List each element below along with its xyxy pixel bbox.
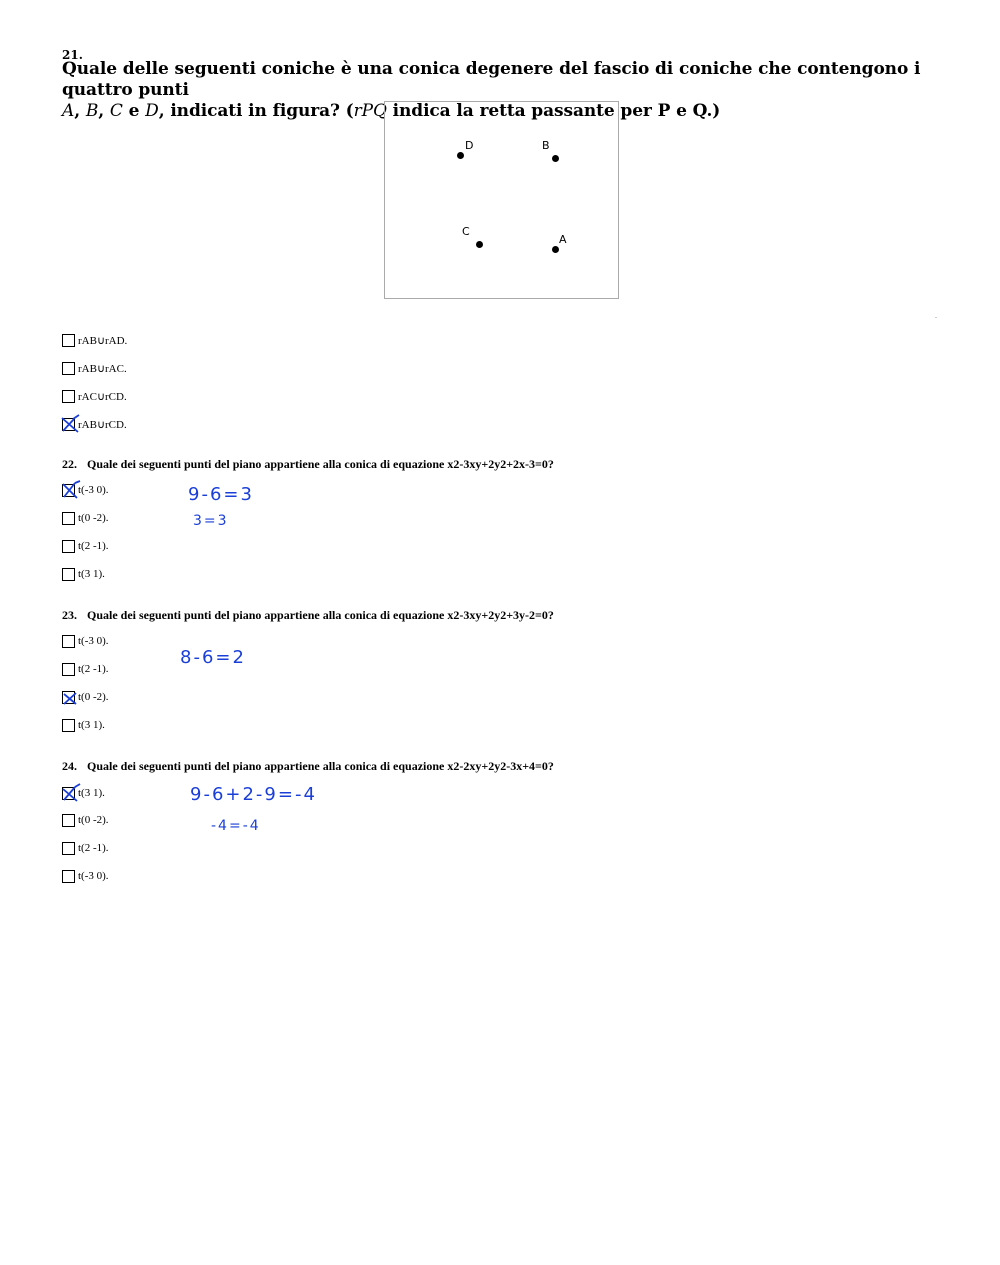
option-label: t(0 -2).: [78, 814, 109, 826]
q23-option-3[interactable]: [62, 690, 109, 704]
cross-mark-icon: [60, 687, 82, 707]
question-21-text: Quale delle seguenti coniche è una conica degenere del fascio di coniche che contengono i quattro punti A, B, C e D, indicati in figura? (rPQ indica la retta passante per P e Q.): [62, 59, 921, 121]
checkbox[interactable]: [62, 334, 75, 347]
option-label: t(-3 0).: [78, 870, 109, 882]
option-label: t(3 1).: [78, 568, 105, 580]
q21-option-2[interactable]: [62, 361, 127, 375]
option-label: t(2 -1).: [78, 540, 109, 552]
cross-mark-icon: [60, 414, 82, 434]
checkbox-checked[interactable]: [62, 484, 75, 497]
question-24-text: Quale dei seguenti punti del piano appartiene alla conica di equazione x2-2xy+2y2-3x+4=0?: [87, 759, 554, 773]
checkbox[interactable]: [62, 663, 75, 676]
question-23-number: 23.: [62, 608, 77, 622]
checkbox-checked[interactable]: [62, 418, 75, 431]
q23-option-4[interactable]: [62, 718, 105, 732]
point-c-inline: C: [109, 101, 123, 121]
checkbox[interactable]: [62, 814, 75, 827]
point-b-inline: B: [85, 101, 99, 121]
option-label: t(0 -2).: [78, 512, 109, 524]
option-label: t(-3 0).: [78, 635, 109, 647]
option-label: t(2 -1).: [78, 842, 109, 854]
point-d-inline: D: [145, 101, 159, 121]
checkbox-checked[interactable]: [62, 787, 75, 800]
q24-option-2[interactable]: [62, 813, 109, 827]
handwriting-q22-line2: 3=3: [193, 513, 229, 529]
question-21-line2-pre: , indicati in figura? (: [158, 101, 354, 121]
checkbox[interactable]: [62, 390, 75, 403]
option-label: rAB∪rAC.: [78, 362, 127, 375]
handwriting-q24-line2: -4=-4: [211, 818, 261, 834]
checkbox[interactable]: [62, 362, 75, 375]
q22-option-4[interactable]: [62, 567, 105, 581]
handwriting-q23-line1: 8-6=2: [180, 647, 246, 668]
checkbox[interactable]: [62, 719, 75, 732]
q21-option-1[interactable]: [62, 333, 127, 347]
option-label: rAB∪rAD.: [78, 334, 128, 347]
question-22-heading: [62, 457, 554, 472]
question-24-heading: [62, 759, 554, 774]
point-b-label: B: [542, 139, 550, 152]
q22-option-1[interactable]: [62, 483, 109, 497]
q21-option-3[interactable]: [62, 389, 127, 403]
checkbox[interactable]: [62, 635, 75, 648]
q23-option-2[interactable]: [62, 662, 109, 676]
option-label: t(0 -2).: [78, 691, 109, 703]
rpq-symbol: rPQ: [353, 101, 387, 121]
option-label: t(3 1).: [78, 787, 105, 799]
point-c-dot: [476, 241, 483, 248]
option-label: t(2 -1).: [78, 663, 109, 675]
point-d-label: D: [465, 139, 474, 152]
question-23-heading: [62, 608, 554, 623]
option-label: rAC∪rCD.: [78, 390, 127, 403]
q22-option-2[interactable]: [62, 511, 109, 525]
question-24-number: 24.: [62, 759, 77, 773]
q22-option-3[interactable]: [62, 539, 109, 553]
option-label: t(3 1).: [78, 719, 105, 731]
q23-option-1[interactable]: [62, 634, 109, 648]
stray-dot: [935, 317, 937, 318]
question-22-text: Quale dei seguenti punti del piano appartiene alla conica di equazione x2-3xy+2y2+2x-3=0?: [87, 457, 554, 471]
checkbox[interactable]: [62, 870, 75, 883]
option-label: rAB∪rCD.: [78, 418, 127, 431]
point-c-label: C: [462, 225, 470, 238]
checkbox[interactable]: [62, 568, 75, 581]
question-22-number: 22.: [62, 457, 77, 471]
points-figure: [384, 101, 619, 299]
cross-mark-icon: [60, 480, 82, 500]
point-a-label: A: [559, 233, 567, 246]
q24-option-3[interactable]: [62, 841, 109, 855]
handwriting-q24-line1: 9-6+2-9=-4: [190, 784, 317, 805]
question-21-line1: Quale delle seguenti coniche è una conica degenere del fascio di coniche che contengono i quattro punti: [62, 59, 921, 100]
q21-option-4[interactable]: [62, 417, 127, 431]
checkbox[interactable]: [62, 540, 75, 553]
checkbox-checked[interactable]: [62, 691, 75, 704]
point-b-dot: [552, 155, 559, 162]
question-21-line2-post: indica la retta passante per P e Q.): [386, 101, 721, 121]
question-21-number: 21.: [62, 48, 83, 62]
cross-mark-icon: [60, 783, 82, 803]
checkbox[interactable]: [62, 512, 75, 525]
checkbox[interactable]: [62, 842, 75, 855]
option-label: t(-3 0).: [78, 484, 109, 496]
point-d-dot: [457, 152, 464, 159]
q24-option-1[interactable]: [62, 786, 105, 800]
point-a-dot: [552, 246, 559, 253]
q24-option-4[interactable]: [62, 869, 109, 883]
question-23-text: Quale dei seguenti punti del piano appartiene alla conica di equazione x2-3xy+2y2+3y-2=0?: [87, 608, 554, 622]
handwriting-q22-line1: 9-6=3: [188, 484, 254, 505]
point-a-inline: A: [62, 101, 75, 121]
